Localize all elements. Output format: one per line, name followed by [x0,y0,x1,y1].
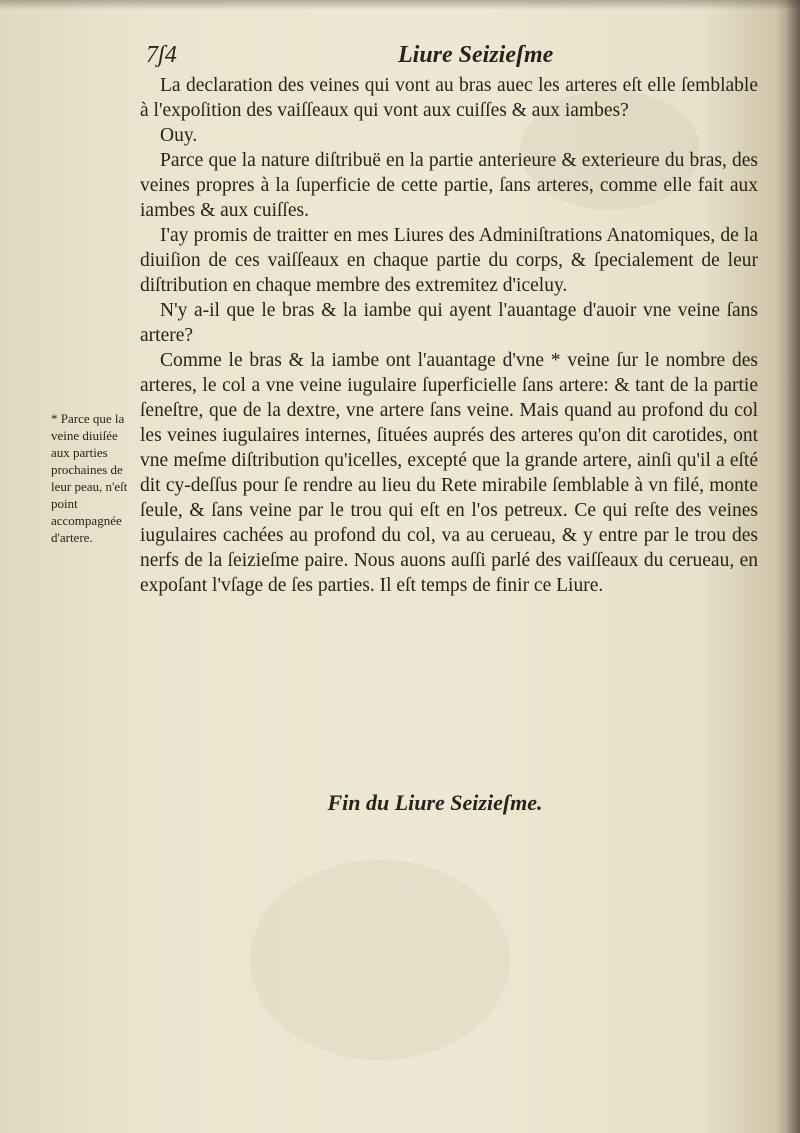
paragraph-explanation-2: I'ay promis de traitter en mes Liures des Adminiſtrations Anatomiques, de la diuiſion de ces vaiſſeaux en chaque partie du corps, & ſpecialement de leur diſtribution en chaque membre des extremitez d'iceluy. [140,225,758,296]
page-gutter-shadow [786,0,800,1133]
marginal-note: * Parce que la veine diuiſée aux parties prochaines de leur peau, n'eſt point accompagnée d'artere. [51,411,128,545]
paragraph-question-1: La declaration des veines qui vont au bras auec les arteres eſt elle ſemblable à l'expoſition des vaiſſeaux qui vont aux cuiſſes & aux iambes? [140,75,758,121]
end-of-book-line: Fin du Liure Seizieſme. [327,790,543,815]
paragraph-answer-2: Comme le bras & la iambe ont l'auantage d'vne * veine ſur le nombre des arteres, le col a vne veine iugulaire ſuperficielle ſans artere: & tant de la partie ſeneſtre, que de la dextre, vne artere ſans veine. Mais quand au profond du col les veines iugulaires internes, ſituées auprés des arteres qu'on dit carotides, ont vne meſme diſtribution qu'icelles, excepté que la grande artere, ainſi qu'il a eſté dit cy-deſſus pour ſe rendre au lieu du Rete mirabile ſemblable à vn filé, monte ſeule, & ſans veine par le trou qui eſt en l'os petreux. Ce qui reſte des veines iugulaires cachées au profond du col, va au cerueau, & y entre par le trou des nerfs de la ſeizieſme paire. Nous auons auſſi parlé des vaiſſeaux du cerueau, en expoſant l'vſage de ſes parties. Il eſt temps de finir ce Liure. [140,350,758,596]
paragraph-explanation-1: Parce que la nature diſtribuë en la partie anterieure & exterieure du bras, des veines propres à la ſuperficie de cette partie, ſans arteres, comme elle fait aux iambes & aux cuiſſes. [140,150,758,221]
paragraph-answer-1: Ouy. [160,125,198,146]
running-head: Liure Seizieſme [398,42,554,68]
paper-stain [250,860,510,1060]
page-top-shadow [0,0,800,10]
page-number: 7ʃ4 [146,42,177,68]
paragraph-question-2: N'y a-il que le bras & la iambe qui ayent l'auantage d'auoir vne veine ſans artere? [140,300,758,346]
page-header [146,42,756,70]
main-text [140,73,758,598]
